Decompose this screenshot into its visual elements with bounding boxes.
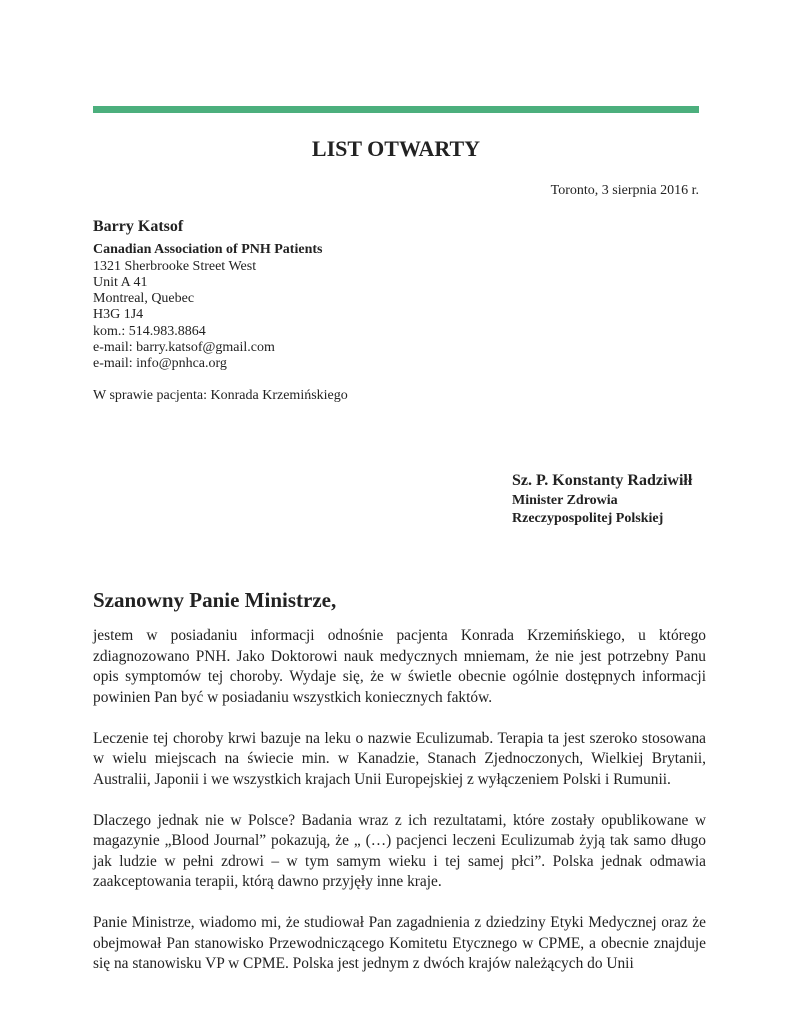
sender-phone: kom.: 514.983.8864 [93, 323, 206, 339]
body-paragraph: jestem w posiadaniu informacji odnośnie pacjenta Konrada Krzemińskiego, u którego zdiagnozowano PNH. Jako Doktorowi nauk medycznych mniemam, że nie jest potrzebny Panu opis symptomów tej choroby. Wydaje się, że w świetle obecnie ogólnie dostępnych informacji powinien Pan być w posiadaniu wszystkich koniecznych faktów. [93, 627, 706, 706]
sender-organization: Canadian Association of PNH Patients [93, 242, 323, 258]
body-paragraph: Dlaczego jednak nie w Polsce? Badania wraz z ich rezultatami, które zostały opublikowane w magazynie „Blood Journal” pokazują, że „ (…) pacjenci leczeni Eculizumab żyją tak samo długo jak ludzie w pełni zdrowi – w tym samym wieku i tej samej płci”. Polska jednak odmawia zaakceptowania terapii, którą dawno przyjęły inne kraje. [93, 811, 706, 890]
body-paragraph: Leczenie tej choroby krwi bazuje na leku o nazwie Eculizumab. Terapia ta jest szeroko stosowana w wielu miejscach na świecie min. w Kanadzie, Stanach Zjednoczonych, Wielkiej Brytanii, Australii, Japonii i we wszystkich krajach Unii Europejskiej z wyłączeniem Polski i Rumunii. [93, 729, 706, 788]
sender-address-line: Montreal, Quebec [93, 291, 195, 307]
recipient-name: Sz. P. Konstanty Radziwiłł [512, 472, 693, 489]
sender-email: e-mail: info@pnhca.org [93, 356, 227, 372]
recipient-title: Rzeczypospolitej Polskiej [512, 511, 664, 526]
letter-date: Toronto, 3 sierpnia 2016 r. [550, 183, 699, 198]
letter-body [93, 626, 706, 995]
document-title: LIST OTWARTY [311, 136, 481, 161]
body-paragraph: Panie Ministrze, wiadomo mi, że studiował Pan zagadnienia z dziedziny Etyki Medycznej oraz że obejmował Pan stanowisko Przewodniczącego Komitetu Etycznego w CPME, a obecnie znajduje się na stanowisku VP w CPME. Polska jest jednym z dwóch krajów należących do Unii [93, 914, 706, 972]
sender-address-line: 1321 Sherbrooke Street West [93, 258, 257, 274]
sender-block [93, 219, 322, 373]
sender-address-line: H3G 1J4 [93, 307, 144, 323]
recipient-block [512, 472, 692, 528]
sender-address-line: Unit A 41 [93, 274, 148, 290]
sender-name: Barry Katsof [93, 218, 184, 235]
regarding-line: W sprawie pacjenta: Konrada Krzemińskiego [93, 388, 348, 403]
recipient-title: Minister Zdrowia [512, 493, 618, 508]
sender-email: e-mail: barry.katsof@gmail.com [93, 340, 275, 356]
header-rule [93, 106, 699, 113]
salutation: Szanowny Panie Ministrze, [93, 588, 337, 612]
